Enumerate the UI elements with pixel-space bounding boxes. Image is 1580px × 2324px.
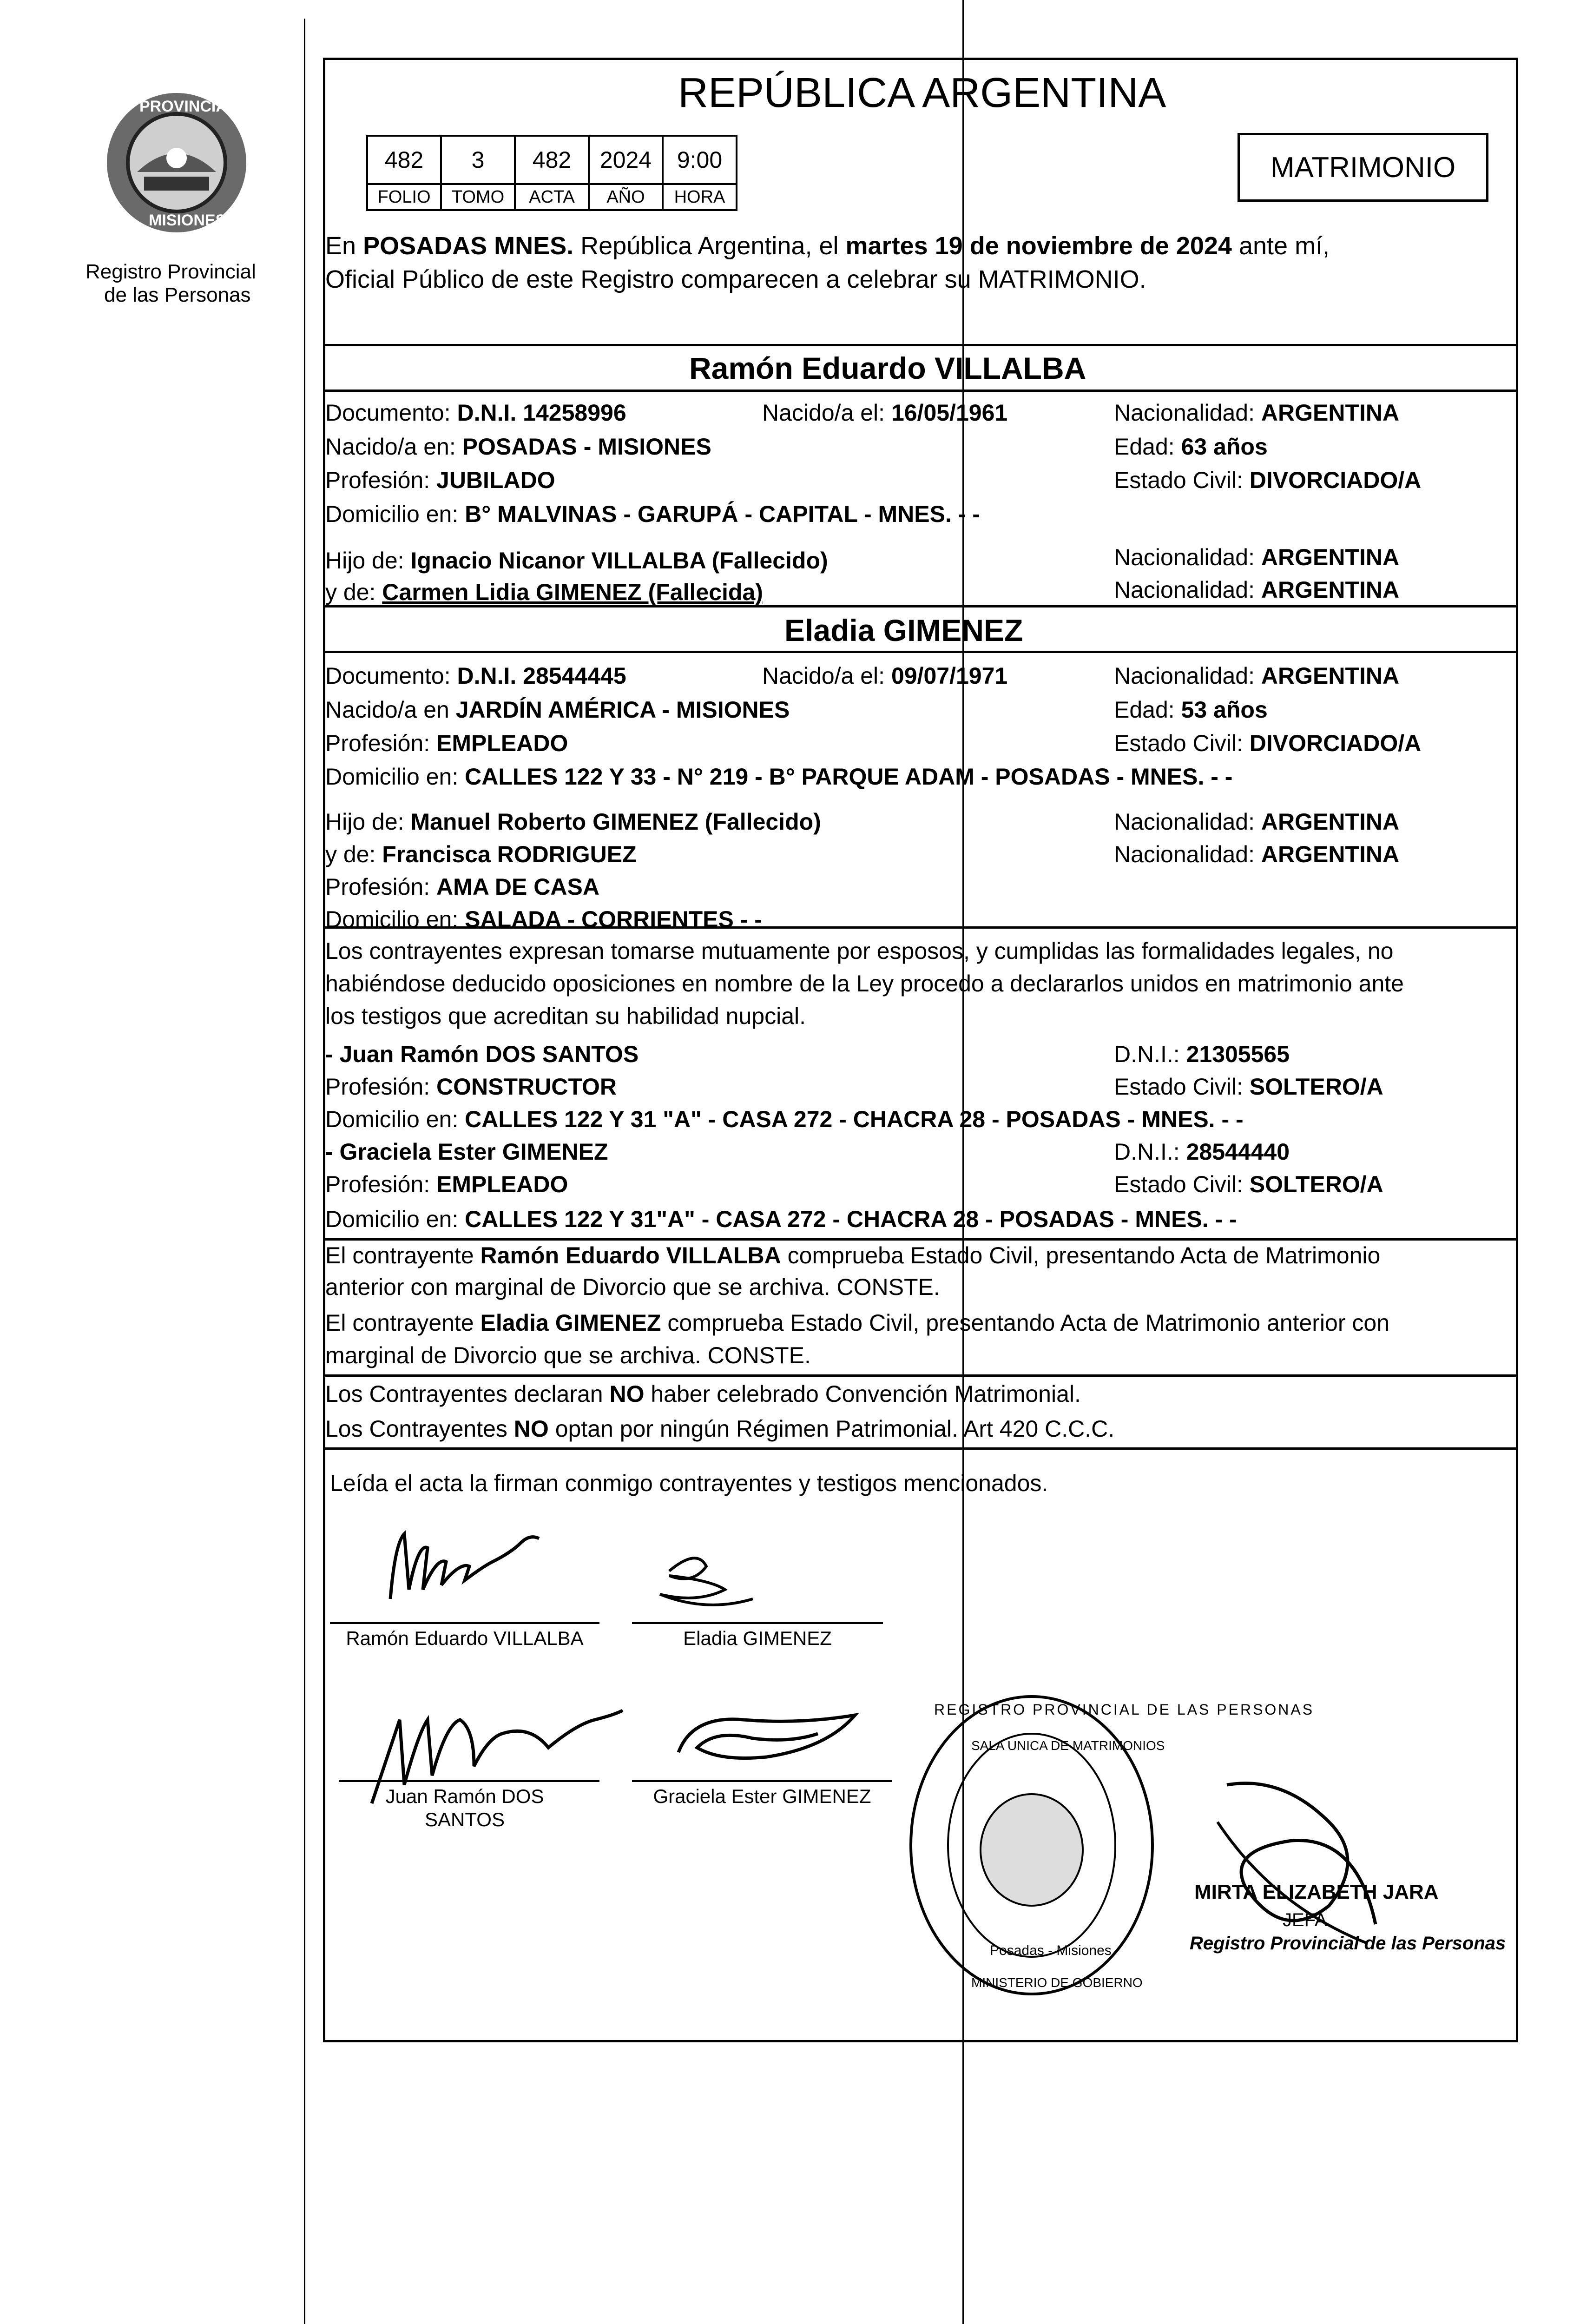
divider [323,651,1518,653]
label: Estado Civil: [1114,467,1250,493]
label: Documento: [325,663,457,689]
label: Nacionalidad: [1114,400,1261,426]
value: SALADA - CORRIENTES - - [465,906,762,932]
value: ARGENTINA [1261,809,1400,835]
witness2-name: - Graciela Ester GIMENEZ [325,1139,608,1165]
label: Nacido/a en: [325,434,462,460]
spouse2-dom [325,762,1232,791]
label: Nacionalidad: [1114,841,1261,867]
registry-table [366,135,737,211]
value: ARGENTINA [1261,841,1400,867]
witness1-dni [1114,1040,1290,1069]
page-title: REPÚBLICA ARGENTINA [678,70,1166,116]
spouse1-father-nat [1114,543,1399,572]
signature-label-2: Eladia GIMENEZ [683,1627,832,1649]
value: AMA DE CASA [436,874,599,900]
label: Nacionalidad: [1114,809,1261,835]
value: SOLTERO/A [1249,1171,1383,1197]
label: Domicilio en: [325,764,465,790]
anio-value: 2024 [589,136,663,184]
label: Profesión: [325,730,437,756]
witness2-dom [325,1205,1237,1234]
value: DIVORCIADO/A [1249,730,1422,756]
signature-gimenez [641,1543,781,1622]
value: POSADAS - MISIONES [462,434,711,460]
label: Profesión: [325,1074,437,1100]
value: ARGENTINA [1261,577,1400,603]
logo-ring-bottom: MISIONES [149,211,226,229]
value: Carmen Lidia GIMENEZ (Fallecida) [382,579,763,605]
value: CONSTRUCTOR [436,1074,617,1100]
value: 28544440 [1186,1139,1290,1165]
official-name: MIRTA ELIZABETH JARA [1194,1881,1439,1903]
divider [323,1238,1518,1241]
label: Nacionalidad: [1114,544,1261,570]
intro-date: martes 19 de noviembre de 2024 [845,232,1232,260]
label: Documento: [325,400,457,426]
name: Ramón Eduardo VILLALBA [480,1242,781,1268]
witness2-civil [1114,1170,1383,1199]
value: ARGENTINA [1261,663,1400,689]
spouse1-nat [1114,398,1399,427]
value: 21305565 [1186,1041,1290,1067]
spouse2-mother-prof [325,872,599,901]
value: SOLTERO/A [1249,1074,1383,1100]
spouse1-dom [325,500,980,528]
label: Domicilio en: [325,1106,465,1132]
note-2 [325,1308,1389,1337]
label: D.N.I.: [1114,1041,1186,1067]
witness1-dom [325,1105,1244,1134]
spouse1-mother [325,578,763,607]
label: Nacionalidad: [1114,663,1261,689]
value: ARGENTINA [1261,400,1400,426]
witness1-prof [325,1072,617,1101]
note-2-line-2: marginal de Divorcio que se archiva. CONSTE. [325,1342,811,1368]
signature-line [339,1780,599,1782]
label: y de: [325,579,382,605]
label: Domicilio en: [325,906,465,932]
value: Ignacio Nicanor VILLALBA (Fallecido) [410,548,828,574]
spouse1-doc [325,398,626,427]
value: CALLES 122 Y 31 "A" - CASA 272 - CHACRA 28 - POSADAS - MNES. - - [465,1106,1244,1132]
label: Domicilio en: [325,501,465,527]
signature-label-3a: Juan Ramón DOS [385,1785,544,1807]
stamp-ring-bottom: Posadas - Misiones [990,1943,1112,1958]
intro-place: POSADAS MNES. [363,232,574,260]
folio-label: FOLIO [367,184,441,210]
label: Hijo de: [325,809,411,835]
note-1-line-2: anterior con marginal de Divorcio que se archiva. CONSTE. [325,1274,940,1300]
spouse2-father [325,807,821,836]
value: DIVORCIADO/A [1249,467,1422,493]
text: haber celebrado Convención Matrimonial. [644,1381,1081,1407]
signature-line [632,1780,892,1782]
value: 53 años [1181,697,1268,723]
spouse2-prof [325,729,568,758]
signature-graciela [651,1697,874,1780]
label: Nacionalidad: [1114,577,1261,603]
logo-caption-2: de las Personas [104,284,251,306]
spouse2-mother-nat [1114,840,1399,869]
value: EMPLEADO [436,1171,568,1197]
signature-label-4: Graciela Ester GIMENEZ [653,1785,871,1807]
intro-line-2: Oficial Público de este Registro comparecen a celebrar su MATRIMONIO. [325,265,1146,293]
text: El contrayente [325,1242,481,1268]
spouse1-civil [1114,466,1421,495]
name: Eladia GIMENEZ [480,1310,661,1336]
label: Nacido/a el: [762,400,891,426]
declaration-line-2: habiéndose deducido oposiciones en nombre de la Ley procedo a declararlos unidos en matrimonio ante [325,971,1404,997]
label: Nacido/a el: [762,663,891,689]
anio-label: AÑO [589,184,663,210]
official-role: JEFA [1283,1910,1327,1930]
signature-line [632,1622,883,1624]
witness2-prof [325,1170,568,1199]
emphasis: NO [514,1416,549,1442]
hora-value: 9:00 [663,136,737,184]
witness1-name: - Juan Ramón DOS SANTOS [325,1041,639,1067]
text: Los Contrayentes [325,1416,514,1442]
signature-villalba [372,1515,558,1608]
spouse2-age [1114,695,1268,724]
stamp-ring-top: REGISTRO PROVINCIAL DE LAS PERSONAS [934,1701,1315,1718]
label: Domicilio en: [325,1206,465,1232]
signature-label-1: Ramón Eduardo VILLALBA [346,1627,584,1649]
intro-text: República Argentina, el [573,232,846,260]
closing-text: Leída el acta la firman conmigo contrayentes y testigos mencionados. [330,1470,1048,1496]
spouse1-name: Ramón Eduardo VILLALBA [689,351,1086,385]
value: 16/05/1961 [891,400,1008,426]
declaration-line-3: los testigos que acreditan su habilidad nupcial. [325,1003,806,1029]
spouse2-civil [1114,729,1421,758]
logo-caption-1: Registro Provincial [86,260,256,283]
folio-value: 482 [367,136,441,184]
spouse2-mother [325,840,637,869]
text: comprueba Estado Civil, presentando Acta de Matrimonio anterior con [661,1310,1390,1336]
value: JUBILADO [436,467,555,493]
margin-line [304,19,305,2324]
value: D.N.I. 14258996 [457,400,626,426]
value: CALLES 122 Y 31"A" - CASA 272 - CHACRA 28 - POSADAS - MNES. - - [465,1206,1237,1232]
label: Edad: [1114,697,1181,723]
spouse1-father [325,546,828,575]
spouse1-age [1114,432,1268,461]
label: y de: [325,841,382,867]
value: EMPLEADO [436,730,568,756]
divider [323,344,1518,346]
value: D.N.I. 28544445 [457,663,626,689]
value: Francisca RODRIGUEZ [382,841,637,867]
spouse1-mother-nat [1114,575,1399,604]
spouse2-doc [325,661,626,690]
declaration-line-1: Los contrayentes expresan tomarse mutuamente por esposos, y cumplidas las formalidades legales, no [325,938,1394,964]
spouse1-born-in [325,432,711,461]
hora-label: HORA [663,184,737,210]
witness2-dni [1114,1137,1290,1166]
acta-label: ACTA [515,184,589,210]
label: Estado Civil: [1114,1171,1250,1197]
value: B° MALVINAS - GARUPÁ - CAPITAL - MNES. - - [465,501,980,527]
stamp-ring-inner: SALA UNICA DE MATRIMONIOS [971,1738,1165,1753]
registry-logo [93,84,260,251]
value: ARGENTINA [1261,544,1400,570]
signature-line [330,1622,599,1624]
intro-line-1 [325,231,1330,260]
label: Estado Civil: [1114,1074,1250,1100]
spouse1-born-on [762,398,1007,427]
tomo-label: TOMO [441,184,515,210]
official-office: Registro Provincial de las Personas [1190,1933,1506,1954]
value: CALLES 122 Y 33 - N° 219 - B° PARQUE ADAM - POSADAS - MNES. - - [465,764,1233,790]
logo-ring-top: PROVINCIA DE [139,98,253,115]
note-4 [325,1414,1114,1443]
spouse2-mother-dom [325,905,762,934]
value: JARDÍN AMÉRICA - MISIONES [455,697,790,723]
spouse2-name: Eladia GIMENEZ [784,613,1023,647]
witness1-civil [1114,1072,1383,1101]
value: 09/07/1971 [891,663,1008,689]
divider [323,1374,1518,1377]
label: Hijo de: [325,548,411,574]
text: Los Contrayentes declaran [325,1381,610,1407]
value: Manuel Roberto GIMENEZ (Fallecido) [410,809,821,835]
acta-value: 482 [515,136,589,184]
label: Edad: [1114,434,1181,460]
divider [323,1447,1518,1450]
label: Nacido/a en [325,697,456,723]
value: 63 años [1181,434,1268,460]
intro-text: En [325,232,363,260]
tomo-value: 3 [441,136,515,184]
official-stamp-icon [902,1683,1162,2008]
text: El contrayente [325,1310,481,1336]
text: optan por ningún Régimen Patrimonial. Art 420 C.C.C. [548,1416,1115,1442]
divider [323,390,1518,392]
label: Estado Civil: [1114,730,1250,756]
note-1 [325,1241,1380,1270]
spouse2-born-on [762,661,1007,690]
label: Profesión: [325,874,437,900]
intro-text: ante mí, [1231,232,1330,260]
spouse2-born-in [325,695,790,724]
note-3 [325,1380,1081,1408]
stamp-ring-bottom-2: MINISTERIO DE GOBIERNO [971,1975,1143,1990]
label: Profesión: [325,467,437,493]
spouse1-prof [325,466,555,495]
spouse2-nat [1114,661,1399,690]
label: D.N.I.: [1114,1139,1186,1165]
emphasis: NO [609,1381,645,1407]
label: Profesión: [325,1171,437,1197]
act-type-box: MATRIMONIO [1238,133,1488,202]
signature-label-3b: SANTOS [425,1809,505,1830]
spouse2-father-nat [1114,807,1399,836]
text: comprueba Estado Civil, presentando Acta de Matrimonio [781,1242,1381,1268]
